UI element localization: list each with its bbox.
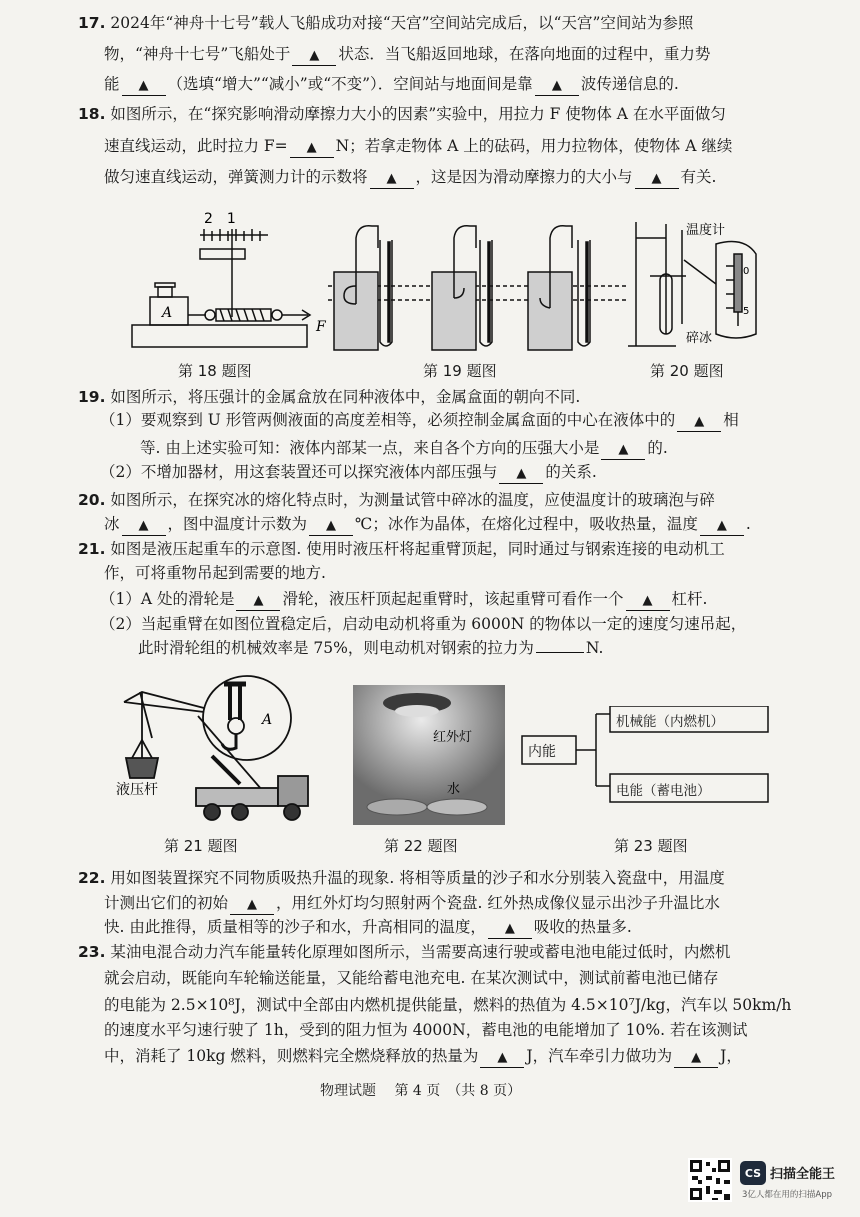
blank-triangle-icon: ▲ (309, 48, 320, 63)
q19-part1-line2 (140, 438, 668, 460)
fig20-tick-5: 5 (743, 306, 750, 317)
q20-number: 20. (78, 491, 106, 509)
q23-line4: 的速度水平匀速行驶了 1h，受到的阻力恒为 4000N，蓄电池的电能增加了 10%. 若在该测试 (104, 1021, 748, 1039)
q21-part1 (100, 589, 707, 611)
fig18-scale-numbers: 2 1 (204, 211, 236, 227)
q23-line1 (78, 942, 730, 962)
q17-text3c: 波传递信息的. (580, 75, 679, 93)
q17-number: 17. (78, 14, 106, 32)
q21-text1: 如图是液压起重车的示意图. 使用时液压杆将起重臂顶起，同时通过与钢索连接的电动机工 (110, 540, 725, 558)
q21-part2-line2 (138, 638, 603, 658)
q23-text1: 某油电混合动力汽车能量转化原理如图所示，当需要高速行驶或蓄电池电能过低时，内燃机 (110, 943, 731, 961)
blank-triangle-icon: ▲ (247, 897, 258, 912)
q18-line2 (104, 136, 732, 158)
q19-part1-line1 (100, 410, 739, 432)
fig23-caption: 第 23 题图 (614, 837, 688, 855)
fig23-branch-electric: 电能（蓄电池） (616, 783, 711, 799)
q22-text2b: ，用红外灯均匀照射两个瓷盘. 红外热成像仪显示出沙子升温比水 (276, 894, 720, 912)
fig20-thermometer-label: 温度计 (686, 223, 726, 238)
blank-triangle-icon: ▲ (386, 171, 397, 186)
q17-line2 (104, 44, 710, 66)
q19-blank2 (601, 439, 645, 460)
scanner-logo-icon: CS (740, 1161, 766, 1185)
fig22-water-label: 水 (447, 782, 461, 797)
q21-part2-line1: （2）当起重臂在如图位置稳定后，启动电动机将重为 6000N 的物体以一定的速度匀速吊起， (100, 615, 747, 633)
fig18-caption: 第 18 题图 (178, 362, 252, 380)
q17-blank2 (122, 75, 166, 96)
q18-text3b: ，这是因为滑动摩擦力的大小与 (415, 168, 633, 186)
q22-line3 (104, 917, 632, 939)
q22-text3b: 吸收的热量多. (533, 918, 632, 936)
blank-triangle-icon: ▲ (253, 593, 264, 608)
q19-blank1 (677, 411, 721, 432)
q23-blank1 (480, 1047, 524, 1068)
q19-p1-text-b: 相 (723, 411, 739, 429)
q17-text3b: （选填“增大”“减小”或“不变”）．空间站与地面间是靠 (167, 75, 533, 93)
figure-20-ice-melting (626, 214, 776, 354)
q22-text3a: 快. 由此推得，质量相等的沙子和水，升高相同的温度， (104, 918, 486, 936)
q20-blank2 (309, 515, 353, 536)
q23-text5c: J， (720, 1047, 742, 1065)
q20-text2b: ，图中温度计示数为 (167, 515, 308, 533)
figure-23-energy-diagram (520, 706, 775, 810)
blank-triangle-icon: ▲ (551, 78, 562, 93)
blank-triangle-icon: ▲ (691, 1050, 702, 1065)
q20-text2a: 冰 (104, 515, 120, 533)
q18-number: 18. (78, 105, 106, 123)
q21-blank2 (626, 590, 670, 611)
q19-text1: 如图所示，将压强计的金属盒放在同种液体中，金属盒面的朝向不同. (110, 388, 581, 406)
fig23-root-node: 内能 (528, 744, 556, 760)
q23-text5a: 中，消耗了 10kg 燃料，则燃料完全燃烧释放的热量为 (104, 1047, 479, 1065)
q22-blank2 (488, 918, 532, 939)
q22-text2a: 计测出它们的初始 (104, 894, 229, 912)
q20-line1 (78, 490, 715, 510)
q20-text2c: ℃；冰作为晶体，在熔化过程中，吸收热量，温度 (355, 515, 698, 533)
blank-triangle-icon: ▲ (497, 1050, 508, 1065)
q22-text1: 用如图装置探究不同物质吸热升温的现象. 将相等质量的沙子和水分别装入瓷盘中，用温度 (110, 869, 725, 887)
fig20-ice-label: 碎冰 (686, 331, 713, 346)
q20-blank1 (122, 515, 166, 536)
q21-blank1 (236, 590, 280, 611)
fig21-caption: 第 21 题图 (164, 837, 238, 855)
figure-22-infrared-lamp-photo (353, 685, 505, 825)
fig18-force-label: F (316, 319, 326, 335)
q21-line2: 作，可将重物吊起到需要的地方. (104, 564, 326, 582)
q21-p1-text-b: 滑轮，液压杆顶起起重臂时，该起重臂可看作一个 (282, 590, 624, 608)
page-footer (320, 1080, 521, 1100)
q21-blank3 (536, 652, 584, 653)
q23-line3: 的电能为 2.5×10⁸J，测试中全部由内燃机提供能量，燃料的热值为 4.5×10⁷J/kg，汽车以 50km/h (104, 996, 792, 1014)
q18-text2a: 速直线运动，此时拉力 F= (104, 137, 288, 155)
qr-code-icon (688, 1158, 732, 1202)
q20-blank3 (700, 515, 744, 536)
q21-line1 (78, 539, 725, 559)
q17-line1 (78, 13, 693, 33)
q19-p1-text-a: （1）要观察到 U 形管两侧液面的高度差相等，必须控制金属盒面的中心在液体中的 (100, 411, 676, 429)
blank-triangle-icon: ▲ (716, 518, 727, 533)
blank-triangle-icon: ▲ (618, 442, 629, 457)
q18-blank2 (370, 168, 414, 189)
q19-number: 19. (78, 388, 106, 406)
q17-line3 (104, 74, 679, 96)
q17-text2a: 物，“神舟十七号”飞船处于 (104, 45, 291, 63)
q20-line2 (104, 514, 751, 536)
q23-line5 (104, 1046, 742, 1068)
q18-line3 (104, 167, 716, 189)
blank-triangle-icon: ▲ (516, 466, 527, 481)
fig23-branch-mechanical: 机械能（内燃机） (616, 714, 724, 730)
q18-blank1 (290, 137, 334, 158)
figure-19-pressure-gauges (328, 208, 626, 356)
blank-triangle-icon: ▲ (504, 921, 515, 936)
q21-p2-text-c: N. (585, 639, 604, 657)
q23-number: 23. (78, 943, 106, 961)
fig20-tick-0: 0 (743, 266, 750, 277)
fig20-caption: 第 20 题图 (650, 362, 724, 380)
q19-p1-text-d: 的. (647, 439, 668, 457)
q21-p1-text-c: 杠杆. (671, 590, 708, 608)
scanner-app-name: 扫描全能王 (770, 1167, 836, 1182)
q19-p2-text-b: 的关系. (545, 463, 597, 481)
q19-line1 (78, 387, 580, 407)
q23-line2: 就会启动，既能向车轮输送能量，又能给蓄电池充电. 在某次测试中，测试前蓄电池已储存 (104, 969, 719, 987)
fig18-block-label: A (162, 305, 173, 321)
q18-text1: 如图所示，在“探究影响滑动摩擦力大小的因素”实验中，用拉力 F 使物体 A 在水平面做匀 (110, 105, 726, 123)
fig19-caption: 第 19 题图 (423, 362, 497, 380)
q21-p1-text-a: （1）A 处的滑轮是 (100, 590, 235, 608)
q21-number: 21. (78, 540, 106, 558)
q20-text1: 如图所示，在探究冰的熔化特点时，为测量试管中碎冰的温度，应使温度计的玻璃泡与碎 (110, 491, 715, 509)
q19-p1-text-c: 等. 由上述实验可知：液体内部某一点，来自各个方向的压强大小是 (140, 439, 600, 457)
footer-page-number: 第 4 页 （共 8 页） (394, 1083, 522, 1099)
blank-triangle-icon: ▲ (306, 140, 317, 155)
scanner-tagline: 3亿人都在用的扫描App (742, 1190, 833, 1200)
blank-triangle-icon: ▲ (651, 171, 662, 186)
blank-triangle-icon: ▲ (642, 593, 653, 608)
q20-text2d: . (745, 515, 751, 533)
blank-triangle-icon: ▲ (138, 518, 149, 533)
q18-text3a: 做匀速直线运动，弹簧测力计的示数将 (104, 168, 368, 186)
q19-part2 (100, 462, 597, 484)
q23-blank2 (674, 1047, 718, 1068)
q18-blank3 (635, 168, 679, 189)
q17-blank1 (292, 45, 336, 66)
fig22-lamp-label: 红外灯 (433, 730, 473, 745)
fig21-label-a: A (262, 712, 273, 728)
figure-18-friction-setup (128, 205, 338, 355)
blank-triangle-icon: ▲ (138, 78, 149, 93)
q19-p2-text-a: （2）不增加器材，用这套装置还可以探究液体内部压强与 (100, 463, 498, 481)
q17-text2b: 状态．当飞船返回地球，在落向地面的过程中，重力势 (338, 45, 711, 63)
q22-blank1 (230, 894, 274, 915)
footer-subject: 物理试题 (320, 1083, 376, 1099)
q17-text1: 2024年“神舟十七号”载人飞船成功对接“天宫”空间站完成后，以“天宫”空间站为参照 (110, 14, 694, 32)
q19-blank3 (499, 463, 543, 484)
q22-number: 22. (78, 869, 106, 887)
q21-p2-text-b: 此时滑轮组的机械效率是 75%，则电动机对钢索的拉力为 (138, 639, 534, 657)
figure-21-crane (112, 672, 326, 830)
q18-line1 (78, 104, 726, 124)
q18-text3c: 有关. (680, 168, 717, 186)
q22-line1 (78, 868, 725, 888)
q23-text5b: J，汽车牵引力做功为 (526, 1047, 673, 1065)
blank-triangle-icon: ▲ (326, 518, 337, 533)
q18-text2b: N；若拿走物体 A 上的砝码，用力拉物体，使物体 A 继续 (335, 137, 733, 155)
q22-line2 (104, 893, 720, 915)
fig21-rod-label: 液压杆 (116, 782, 158, 798)
blank-triangle-icon: ▲ (694, 414, 705, 429)
fig22-caption: 第 22 题图 (384, 837, 458, 855)
q17-text3a: 能 (104, 75, 120, 93)
q17-blank3 (535, 75, 579, 96)
